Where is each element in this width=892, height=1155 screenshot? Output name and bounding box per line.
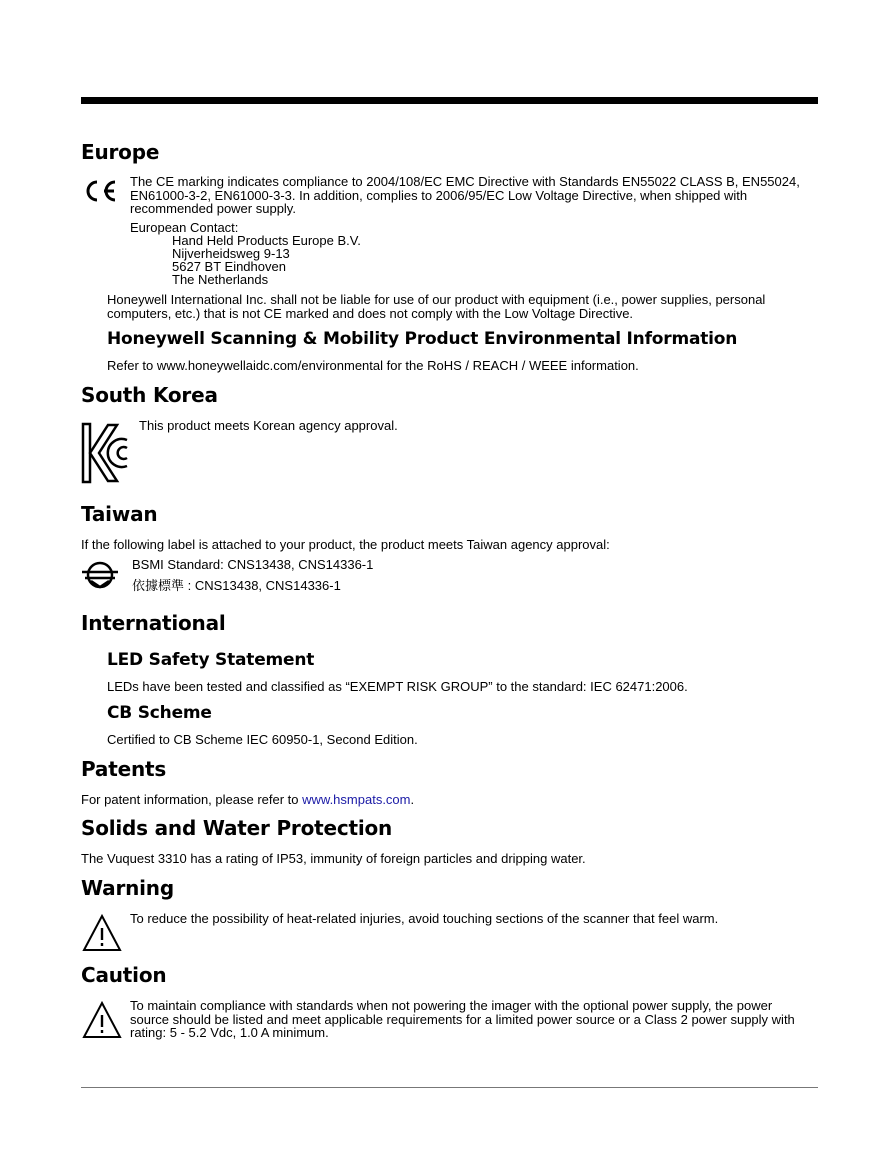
patents-link[interactable]: www.hsmpats.com xyxy=(302,792,411,807)
international-heading: International xyxy=(81,611,226,635)
bsmi-standard-chinese: 依據標準 : CNS13438, CNS14336-1 xyxy=(132,578,341,593)
contact-line: The Netherlands xyxy=(172,272,269,287)
patents-text xyxy=(81,793,414,807)
led-heading: LED Safety Statement xyxy=(107,650,315,670)
contact-line: 5627 BT Eindhoven xyxy=(172,259,286,274)
caution-triangle-icon xyxy=(82,1001,122,1039)
korea-heading: South Korea xyxy=(81,383,218,407)
environmental-text: Refer to www.honeywellaidc.com/environmental for the RoHS / REACH / WEEE information. xyxy=(107,358,639,373)
solids-heading: Solids and Water Protection xyxy=(81,816,393,840)
caution-heading: Caution xyxy=(81,963,167,987)
ce-text: The CE marking indicates compliance to 2004/108/EC EMC Directive with Standards EN55022 CLASS B, EN55024, EN61000-3-2, EN61000-3-3. In addition, complies to 2006/95/EC Low Voltage Directive, when shipped with recommended power supply. xyxy=(130,174,800,216)
europe-heading: Europe xyxy=(81,140,160,164)
contact-label: European Contact: xyxy=(130,220,239,235)
bsmi-mark-icon xyxy=(81,561,119,589)
contact-line: Nijverheidsweg 9-13 xyxy=(172,246,290,261)
warning-text: To reduce the possibility of heat-related injuries, avoid touching sections of the scanner that feel warm. xyxy=(130,911,719,926)
top-rule xyxy=(81,97,818,104)
bsmi-standard: BSMI Standard: CNS13438, CNS14336-1 xyxy=(132,557,374,572)
warning-heading: Warning xyxy=(81,876,174,900)
caution-text: To maintain compliance with standards when not powering the imager with the optional power supply, the power source should be listed and meet applicable requirements for a limited power source or a Class 2 power supply with rating: 5 - 5.2 Vdc, 1.0 A minimum. xyxy=(130,998,795,1040)
kc-mark-icon xyxy=(81,422,129,484)
warning-triangle-icon xyxy=(82,914,122,952)
korea-text: This product meets Korean agency approval. xyxy=(139,418,398,433)
contact-line: Hand Held Products Europe B.V. xyxy=(172,233,361,248)
led-text: LEDs have been tested and classified as “EXEMPT RISK GROUP” to the standard: IEC 62471:2006. xyxy=(107,679,688,694)
liability-text: Honeywell International Inc. shall not be liable for use of our product with equipment (i.e., power supplies, personal computers, etc.) that is not CE marked and does not comply with the Low Voltage Directive. xyxy=(107,292,766,321)
cb-text: Certified to CB Scheme IEC 60950-1, Second Edition. xyxy=(107,732,418,747)
environmental-heading: Honeywell Scanning & Mobility Product Environmental Information xyxy=(107,329,738,349)
patents-text-after: . xyxy=(410,792,415,807)
patents-heading: Patents xyxy=(81,757,167,781)
taiwan-intro: If the following label is attached to your product, the product meets Taiwan agency approval: xyxy=(81,537,610,552)
ce-mark-icon xyxy=(82,178,118,204)
taiwan-heading: Taiwan xyxy=(81,502,158,526)
solids-text: The Vuquest 3310 has a rating of IP53, immunity of foreign particles and dripping water. xyxy=(81,851,586,866)
patents-text-before: For patent information, please refer to xyxy=(81,792,303,807)
bottom-rule xyxy=(81,1087,818,1088)
cb-heading: CB Scheme xyxy=(107,703,212,723)
